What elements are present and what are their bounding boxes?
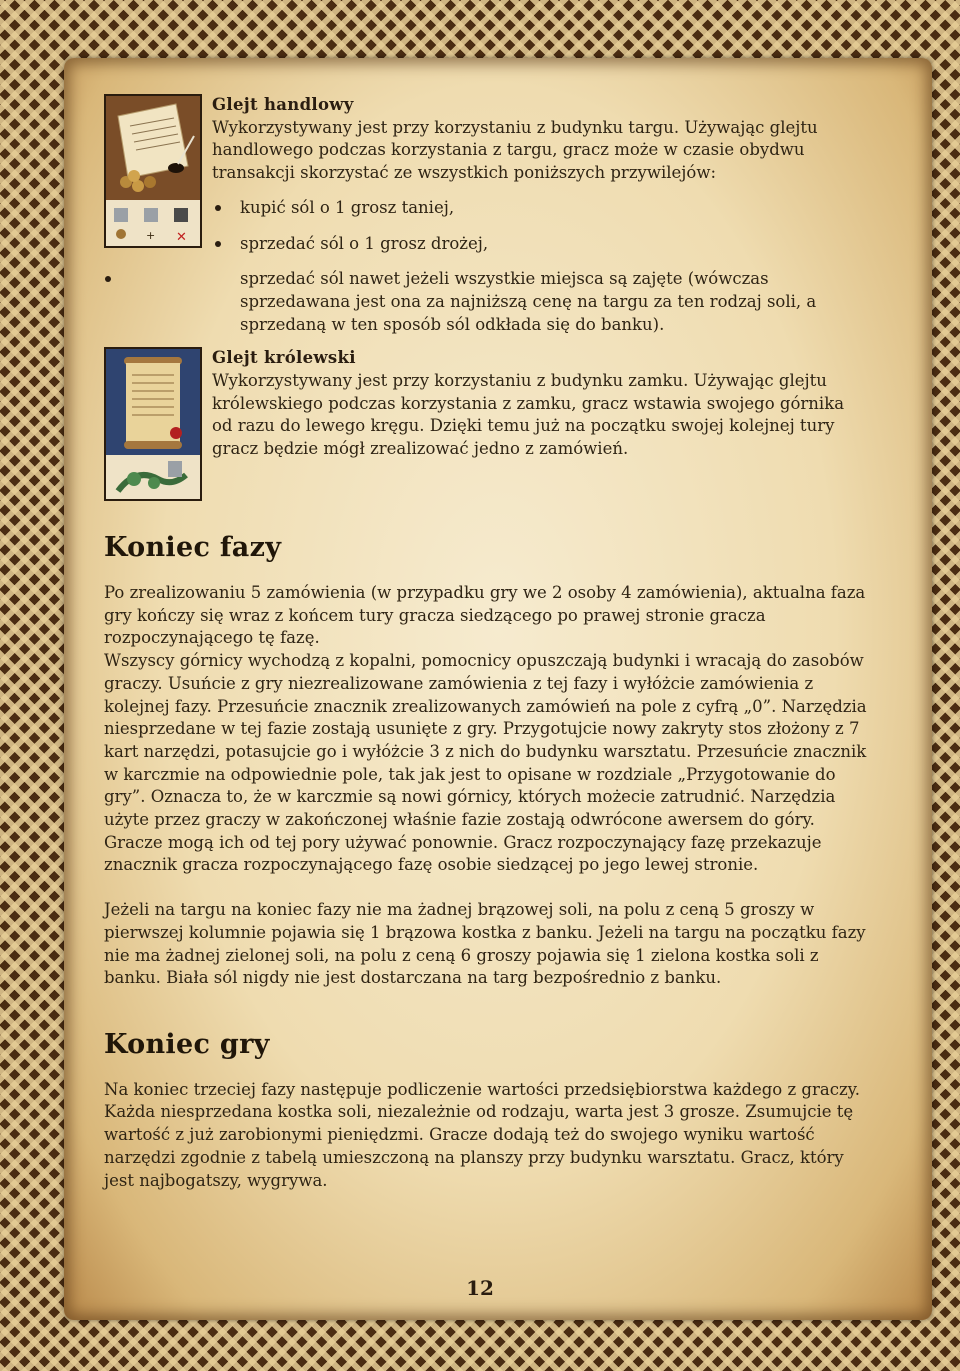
paragraph: Na koniec trzeciej fazy następuje podliczenie wartości przedsiębiorstwa każdego z graczy. Każda niesprzedana kostka soli, niezależnie od rodzaju, warta jest 3 grosze. Zsumujcie tę wartość z już zarobionymi pieniędzmi. Gracze dodają też do swojego wyniku wartość narzędzi zgodnie z tabelą umieszczoną na planszy przy budynku warsztatu. Gracz, który jest najbogatszy, wygrywa. xyxy=(104,1079,861,1190)
page-content xyxy=(104,88,868,1192)
paragraph: Po zrealizowaniu 5 zamówienia (w przypadku gry we 2 osoby 4 zamówienia), aktualna faza gry kończy się wraz z końcem tury gracza siedzącego po prawej stronie gracza rozpoczynającego tę fazę. xyxy=(104,583,866,648)
card-block-glejt-handlowy xyxy=(104,94,868,349)
svg-text:✕: ✕ xyxy=(176,230,187,245)
merchant-letter-icon xyxy=(106,96,200,246)
card-block-glejt-krolewski xyxy=(104,347,868,501)
royal-scroll-icon xyxy=(106,349,200,499)
glejt-krolewski-text xyxy=(212,347,868,461)
list-item: sprzedać sól nawet jeżeli wszystkie miejsca są zajęte (wówczas sprzedawana jest ona za najniższą cenę na targu za ten rodzaj soli, a sprzedaną w ten sposób sól odkłada się do banku). xyxy=(102,268,868,336)
paragraph: Jeżeli na targu na koniec fazy nie ma żadnej brązowej soli, na polu z ceną 5 groszy w pierwszej kolumnie pojawia się 1 brązowa kostka z banku. Jeżeli na targu na początku fazy nie ma żadnej zielonej soli, na polu z ceną 6 groszy pojawia się 1 zielona kostka soli z banku. Biała sól nigdy nie jest dostarczana na targ bezpośrednio z banku. xyxy=(104,900,866,988)
glejt-handlowy-text xyxy=(212,94,868,349)
section-heading: Koniec gry xyxy=(104,1028,270,1060)
section-koniec-gry xyxy=(104,1028,868,1192)
glejt-handlowy-card-illustration xyxy=(104,94,202,248)
page-number: 12 xyxy=(466,1276,494,1300)
paragraph: Wszyscy górnicy wychodzą z kopalni, pomocnicy opuszczają budynki i wracają do zasobów graczy. Usuńcie z gry niezrealizowane zamówienia z tej fazy i wyłóżcie zamówienia z kolejnej fazy. Przesuńcie znacznik zrealizowanych zamówień na pole z cyfrą „0”. Narzędzia niesprzedane w tej fazie zostają usunięte z gry. Przygotujcie nowy zakryty stos złożony z 7 kart narzędzi, potasujcie go i wyłóżcie 3 z nich do budynku warsztatu. Przesuńcie znacznik w karczmie na odpowiednie pole, tak jak jest to opisane w rozdziale „Przygotowanie do gry”. Oznacza to, że w karczmie są nowi górnicy, których możecie zatrudnić. Narzędzia użyte przez graczy w zakończonej właśnie fazie zostają odwrócone awersem do góry. Gracze mogą ich od tej pory używać ponownie. Gracz rozpoczynający fazę przekazuje znacznik gracza rozpoczynającego fazę osobie siedzącej po jego lewej stronie. xyxy=(104,651,867,875)
section-koniec-fazy xyxy=(104,532,868,990)
card-title: Glejt handlowy xyxy=(212,95,354,114)
privilege-list xyxy=(212,197,868,337)
card-title: Glejt królewski xyxy=(212,348,356,368)
list-item: sprzedać sól o 1 grosz drożej, xyxy=(212,233,868,256)
list-item: kupić sól o 1 grosz taniej, xyxy=(212,197,868,220)
svg-text:+: + xyxy=(146,229,156,242)
section-heading: Koniec fazy xyxy=(104,532,282,564)
card-intro: Wykorzystywany jest przy korzystaniu z budynku targu. Używając glejtu handlowego podczas korzystania z targu, gracz może w czasie obydwu transakcji skorzystać ze wszystkich poniższych przywilejów: xyxy=(212,117,818,183)
card-intro: Wykorzystywany jest przy korzystaniu z budynku zamku. Używając glejtu królewskiego podczas korzystania z zamku, gracz wstawia swojego górnika od razu do lewego kręgu. Dzięki temu już na początku swojej kolejnej tury gracz będzie mógł zrealizować jedno z zamówień. xyxy=(212,371,845,459)
glejt-krolewski-card-illustration xyxy=(104,347,202,501)
